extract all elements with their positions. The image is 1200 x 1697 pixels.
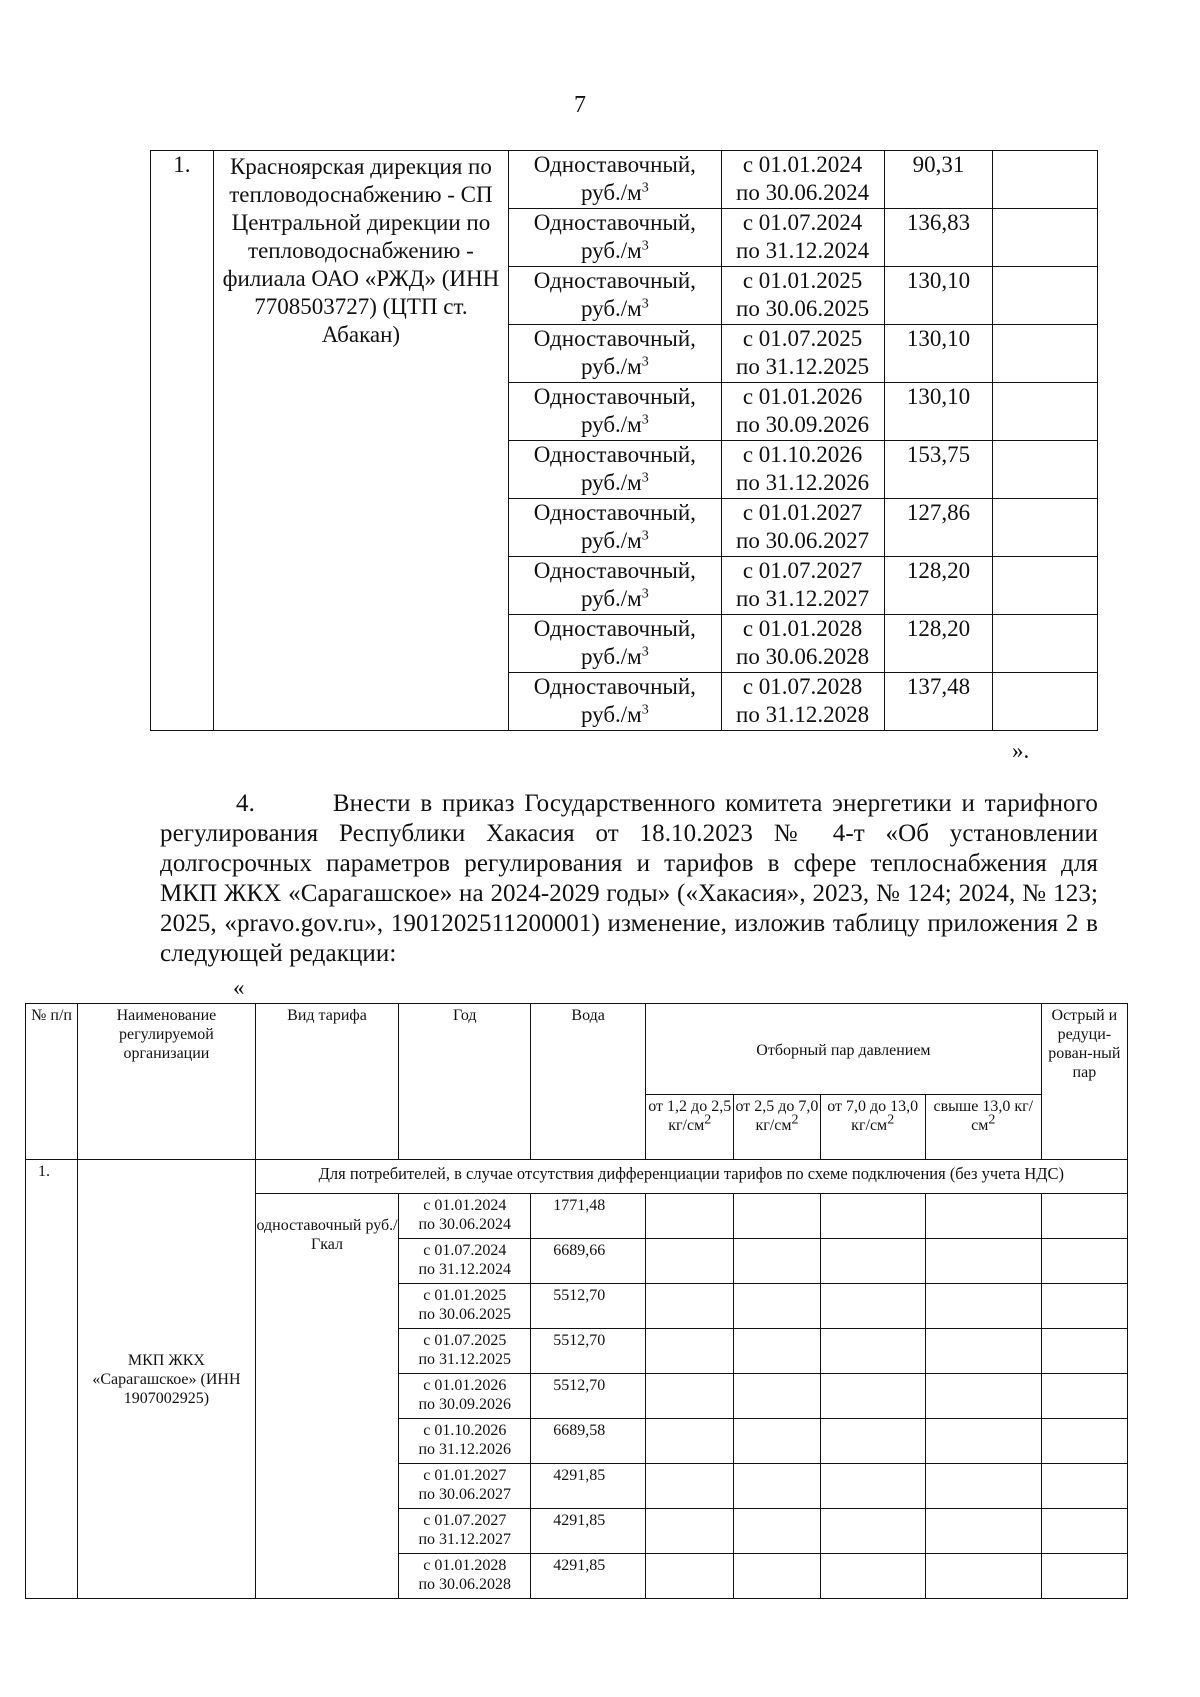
organization-name: МКП ЖКХ «Сарагашское» (ИНН 1907002925) [78, 1160, 256, 1599]
empty-cell [993, 673, 1098, 731]
header-sharp-steam: Острый и редуци-рован-ный пар [1041, 1004, 1127, 1160]
header-water: Вода [531, 1004, 646, 1160]
header-p4: свыше 13,0 $кг/см^2$ [925, 1095, 1041, 1160]
empty-cell [734, 1194, 820, 1239]
tariff-table-rzd [150, 150, 1098, 731]
empty-cell [993, 151, 1098, 209]
empty-cell [646, 1374, 734, 1419]
empty-cell [925, 1554, 1041, 1599]
empty-cell [646, 1194, 734, 1239]
period-cell: с 01.01.2026 по 30.09.2026 [721, 383, 884, 441]
empty-cell [925, 1284, 1041, 1329]
tariff-value: 6689,66 [531, 1239, 646, 1284]
empty-cell [646, 1554, 734, 1599]
empty-cell [993, 325, 1098, 383]
empty-cell [1041, 1239, 1127, 1284]
table-row [151, 151, 1098, 209]
empty-cell [820, 1509, 925, 1554]
period-cell: с 01.07.2027 по 31.12.2027 [399, 1509, 531, 1554]
tariff-type-cell: Одноставочный, $руб./м^3$ [509, 499, 721, 557]
period-cell: с 01.07.2027 по 31.12.2027 [721, 557, 884, 615]
opening-quote: « [233, 975, 245, 1000]
empty-cell [1041, 1194, 1127, 1239]
header-p2: от 2,5 до 7,0 $кг/см^2$ [734, 1095, 820, 1160]
tariff-value: 4291,85 [531, 1554, 646, 1599]
empty-cell [925, 1509, 1041, 1554]
empty-cell [1041, 1464, 1127, 1509]
page-number: 7 [574, 92, 586, 118]
empty-cell [820, 1329, 925, 1374]
header-steam: Отборный пар давлением [646, 1004, 1042, 1095]
empty-cell [734, 1374, 820, 1419]
tariff-value: 136,83 [884, 209, 993, 267]
empty-cell [646, 1329, 734, 1374]
tariff-value: 5512,70 [531, 1284, 646, 1329]
empty-cell [925, 1419, 1041, 1464]
empty-cell [925, 1374, 1041, 1419]
empty-cell [993, 441, 1098, 499]
empty-cell [993, 267, 1098, 325]
tariff-value: 5512,70 [531, 1374, 646, 1419]
row-number: 1. [26, 1160, 78, 1599]
empty-cell [925, 1239, 1041, 1284]
tariff-type-cell: Одноставочный, $руб./м^3$ [509, 557, 721, 615]
empty-cell [820, 1419, 925, 1464]
header-num: № п/п [26, 1004, 78, 1160]
empty-cell [646, 1239, 734, 1284]
empty-cell [820, 1239, 925, 1284]
organization-name: Красноярская дирекция по тепловодоснабжению - СП Центральной дирекции по тепловодоснабжению - филиала ОАО «РЖД» (ИНН 7708503727) (ЦТП ст. Абакан) [213, 151, 508, 731]
period-cell: с 01.01.2024 по 30.06.2024 [399, 1194, 531, 1239]
period-cell: с 01.07.2028 по 31.12.2028 [721, 673, 884, 731]
empty-cell [993, 383, 1098, 441]
tariff-value: 6689,58 [531, 1419, 646, 1464]
period-cell: с 01.01.2026 по 30.09.2026 [399, 1374, 531, 1419]
header-p1: от 1,2 до 2,5 $кг/см^2$ [646, 1095, 734, 1160]
empty-cell [925, 1194, 1041, 1239]
empty-cell [1041, 1509, 1127, 1554]
empty-cell [734, 1419, 820, 1464]
period-cell: с 01.01.2027 по 30.06.2027 [721, 499, 884, 557]
empty-cell [993, 557, 1098, 615]
empty-cell [734, 1239, 820, 1284]
tariff-type-cell: Одноставочный, $руб./м^3$ [509, 151, 721, 209]
tariff-type-cell: одноставочный руб./Гкал [255, 1194, 399, 1599]
tariff-value: 128,20 [884, 615, 993, 673]
tariff-table-saragash [25, 1003, 1128, 1599]
empty-cell [820, 1554, 925, 1599]
empty-cell [820, 1374, 925, 1419]
empty-cell [734, 1329, 820, 1374]
empty-cell [993, 499, 1098, 557]
tariff-type-cell: Одноставочный, $руб./м^3$ [509, 441, 721, 499]
period-cell: с 01.07.2025 по 31.12.2025 [399, 1329, 531, 1374]
tariff-value: 130,10 [884, 325, 993, 383]
empty-cell [1041, 1374, 1127, 1419]
period-cell: с 01.07.2025 по 31.12.2025 [721, 325, 884, 383]
tariff-type-cell: Одноставочный, $руб./м^3$ [509, 325, 721, 383]
tariff-type-cell: Одноставочный, $руб./м^3$ [509, 267, 721, 325]
row-number: 1. [151, 151, 214, 731]
tariff-value: 127,86 [884, 499, 993, 557]
tariff-value: 1771,48 [531, 1194, 646, 1239]
header-p3: от 7,0 до 13,0 $кг/см^2$ [820, 1095, 925, 1160]
empty-cell [646, 1464, 734, 1509]
tariff-type-cell: Одноставочный, $руб./м^3$ [509, 383, 721, 441]
period-cell: с 01.01.2024 по 30.06.2024 [721, 151, 884, 209]
period-cell: с 01.01.2028 по 30.06.2028 [399, 1554, 531, 1599]
period-cell: с 01.10.2026 по 31.12.2026 [721, 441, 884, 499]
empty-cell [734, 1554, 820, 1599]
header-year: Год [399, 1004, 531, 1160]
empty-cell [925, 1329, 1041, 1374]
tariff-type-cell: Одноставочный, $руб./м^3$ [509, 615, 721, 673]
period-cell: с 01.01.2027 по 30.06.2027 [399, 1464, 531, 1509]
period-cell: с 01.07.2024 по 31.12.2024 [399, 1239, 531, 1284]
tariff-value: 137,48 [884, 673, 993, 731]
period-cell: с 01.01.2028 по 30.06.2028 [721, 615, 884, 673]
empty-cell [1041, 1419, 1127, 1464]
empty-cell [734, 1284, 820, 1329]
empty-cell [820, 1284, 925, 1329]
empty-cell [646, 1419, 734, 1464]
empty-cell [734, 1464, 820, 1509]
tariff-value: 128,20 [884, 557, 993, 615]
empty-cell [820, 1464, 925, 1509]
tariff-type-cell: Одноставочный, $руб./м^3$ [509, 673, 721, 731]
tariff-value: 130,10 [884, 267, 993, 325]
tariff-value: 4291,85 [531, 1509, 646, 1554]
empty-cell [1041, 1554, 1127, 1599]
empty-cell [820, 1194, 925, 1239]
empty-cell [993, 209, 1098, 267]
period-cell: с 01.10.2026 по 31.12.2026 [399, 1419, 531, 1464]
tariff-value: 130,10 [884, 383, 993, 441]
closing-quote: ». [1012, 738, 1030, 763]
header-org: Наименование регулируемой организации [78, 1004, 256, 1160]
period-cell: с 01.07.2024 по 31.12.2024 [721, 209, 884, 267]
empty-cell [646, 1509, 734, 1554]
header-type: Вид тарифа [255, 1004, 399, 1160]
empty-cell [925, 1464, 1041, 1509]
tariff-type-cell: Одноставочный, $руб./м^3$ [509, 209, 721, 267]
tariff-value: 90,31 [884, 151, 993, 209]
empty-cell [1041, 1329, 1127, 1374]
tariff-value: 5512,70 [531, 1329, 646, 1374]
consumer-band: Для потребителей, в случае отсутствия дифференциации тарифов по схеме подключения (без учета НДС) [255, 1160, 1127, 1194]
empty-cell [734, 1509, 820, 1554]
empty-cell [646, 1284, 734, 1329]
paragraph-4: 4. Внести в приказ Государственного комитета энергетики и тарифного регулирования Республики Хакасия от 18.10.2023 № 4-т «Об установлении долгосрочных параметров регулирования и тарифов в сфере теплоснабжения для МКП ЖКХ «Сарагашское» на 2024-2029 годы» («Хакасия», 2023, № 124; 2024, № 123; 2025, «pravo.gov.ru», 1901202511200001) изменение, изложив таблицу приложения 2 в следующей редакции: [160, 790, 1098, 967]
empty-cell [993, 615, 1098, 673]
period-cell: с 01.01.2025 по 30.06.2025 [721, 267, 884, 325]
period-cell: с 01.01.2025 по 30.06.2025 [399, 1284, 531, 1329]
tariff-value: 153,75 [884, 441, 993, 499]
tariff-value: 4291,85 [531, 1464, 646, 1509]
empty-cell [1041, 1284, 1127, 1329]
